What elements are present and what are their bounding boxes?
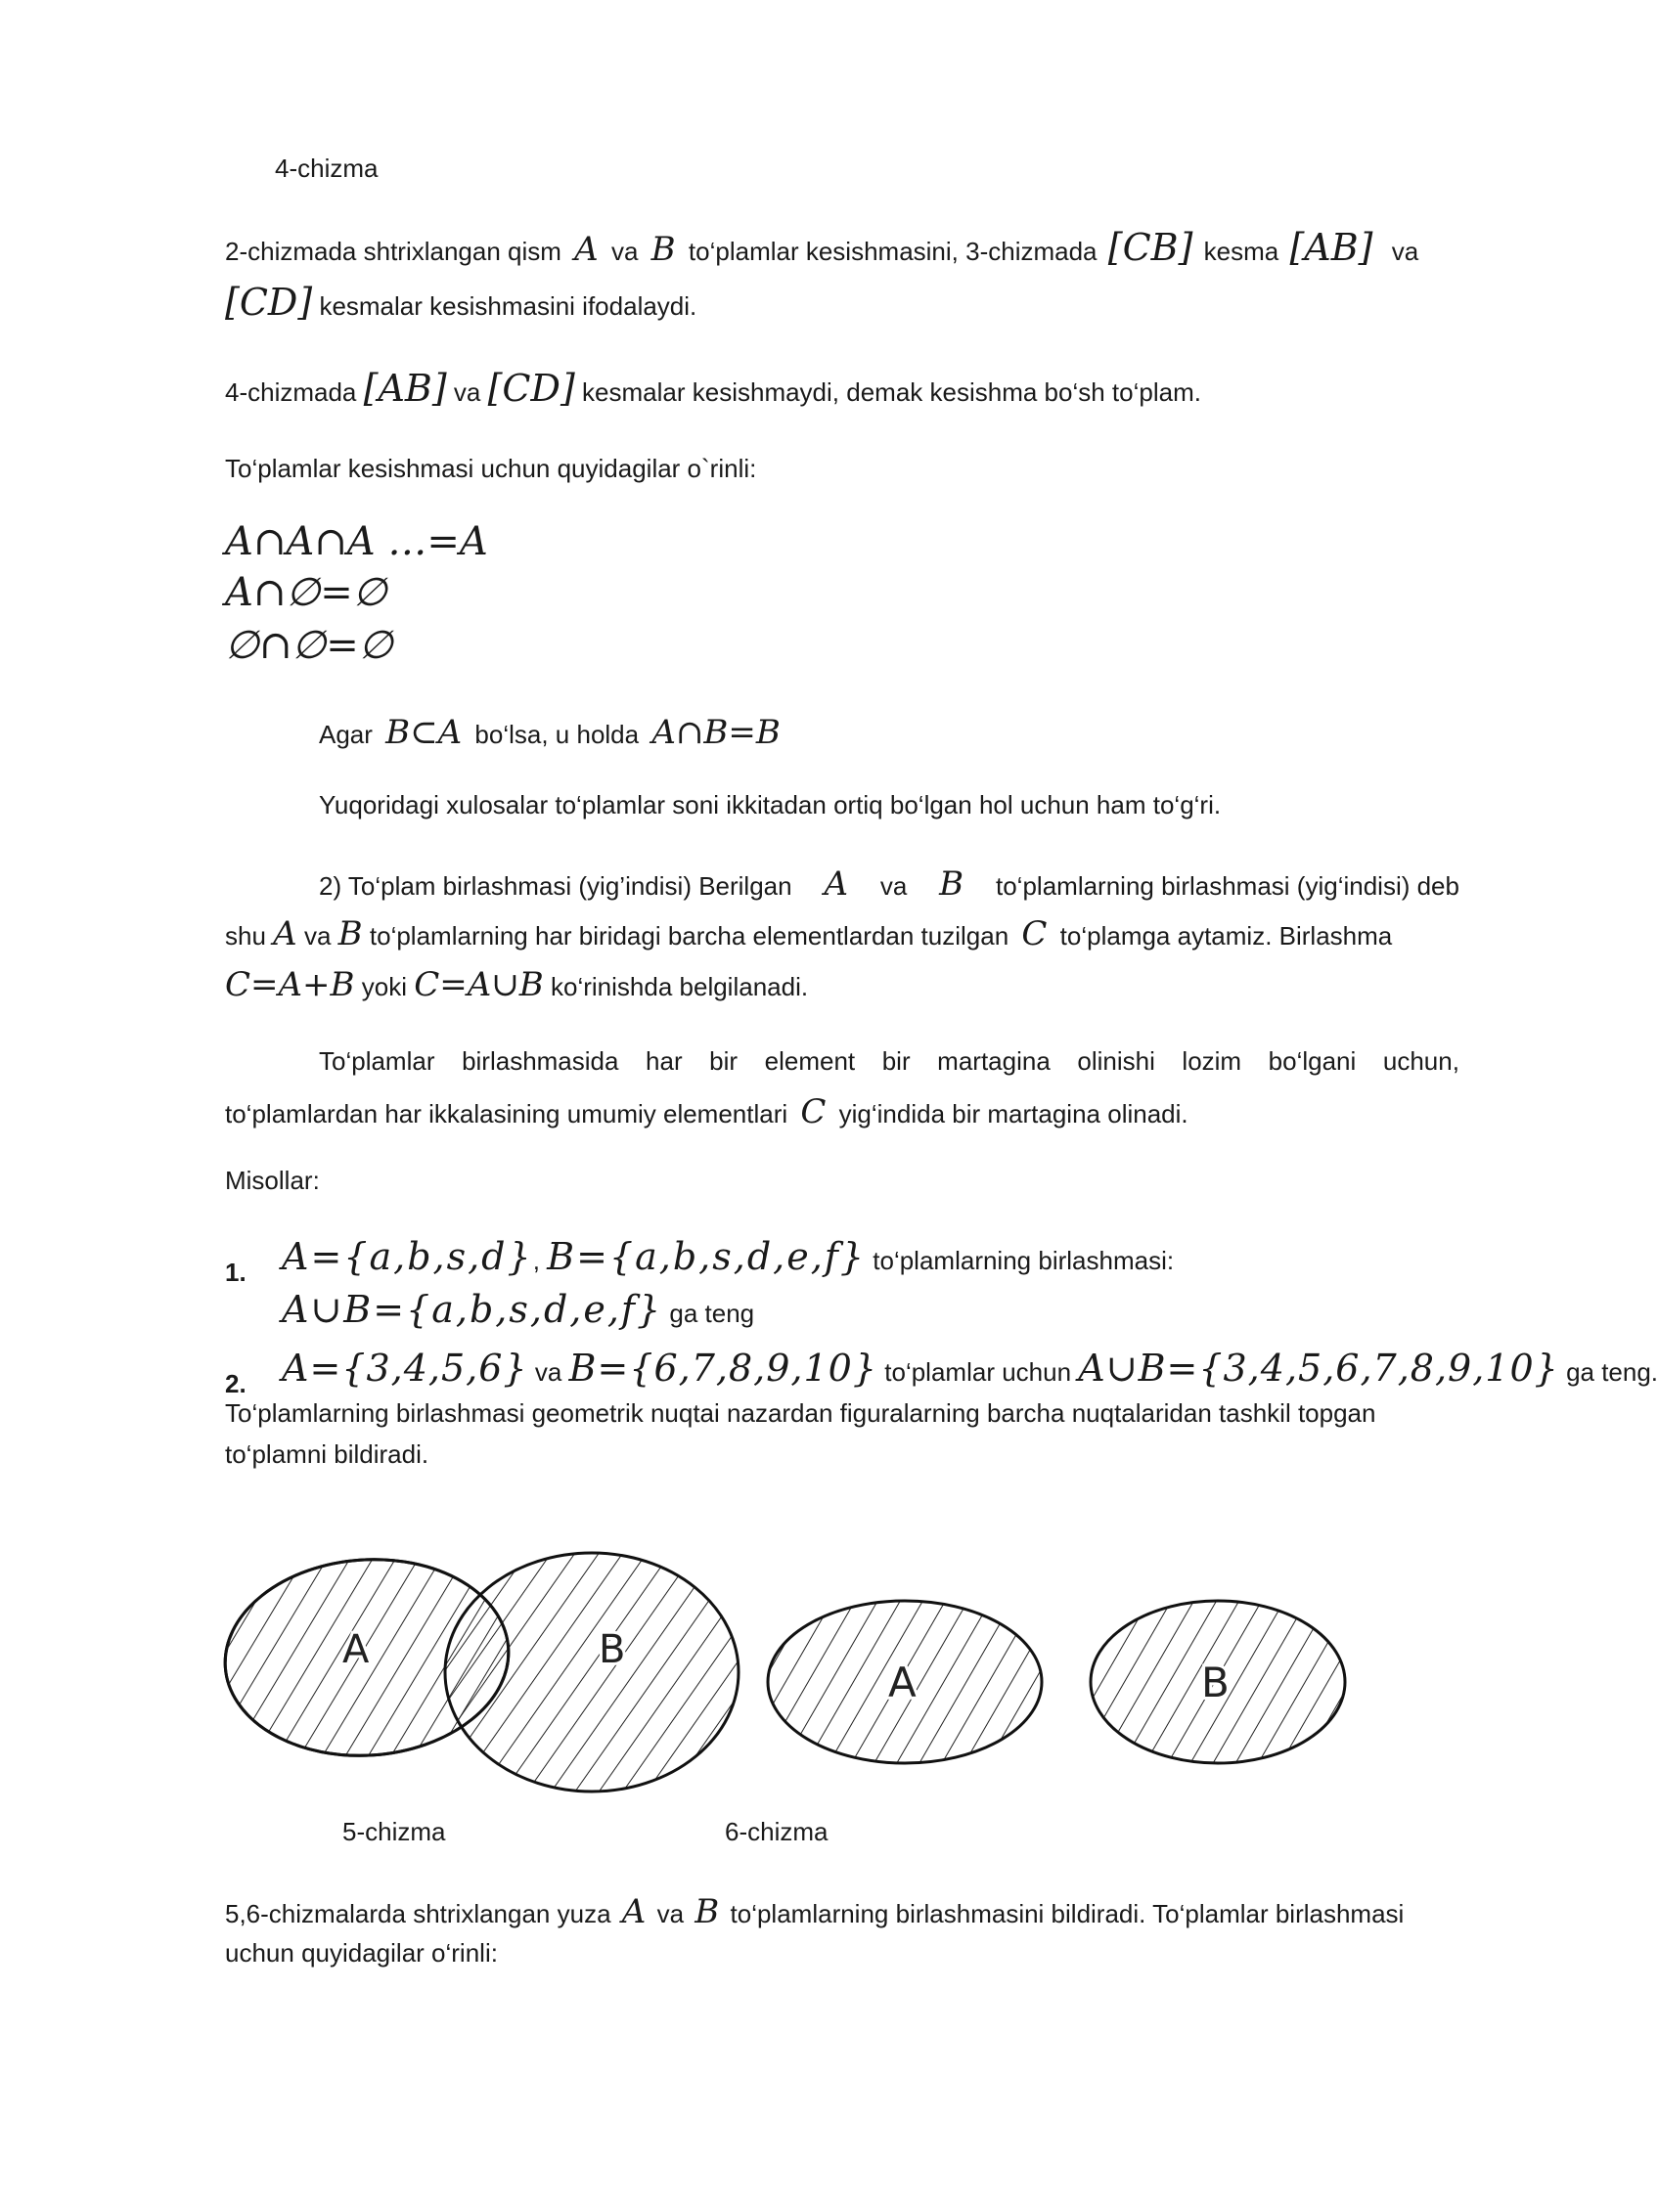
segment-CD: [CD] bbox=[487, 367, 575, 410]
text: Agar bbox=[319, 720, 373, 749]
paragraph-geometric-union-line2: to‘plamni bildiradi. bbox=[225, 1439, 429, 1469]
set-C: C bbox=[800, 1092, 827, 1131]
text: ga teng bbox=[669, 1299, 755, 1328]
text: lozim bbox=[1182, 1046, 1242, 1076]
text: bir bbox=[881, 1046, 911, 1076]
segment-AB: [AB] bbox=[1289, 226, 1373, 269]
paragraph-union-definition-line2 bbox=[225, 914, 1393, 953]
text: bo‘lsa, u holda bbox=[474, 720, 640, 749]
text: ga teng. bbox=[1566, 1357, 1658, 1387]
text: to‘plamga aytamiz. Birlashma bbox=[1059, 921, 1393, 951]
figure-5-6-venn bbox=[0, 1555, 1565, 1848]
paragraph-union-note-line2 bbox=[225, 1092, 1188, 1131]
figure-5 bbox=[218, 1550, 739, 1792]
segment-CD: [CD] bbox=[225, 281, 313, 324]
text: element bbox=[764, 1046, 856, 1076]
paragraph-union-definition-line3 bbox=[225, 965, 809, 1004]
formula-intersection: A∩B=B bbox=[651, 713, 781, 752]
paragraph-intersection-rules-intro: To‘plamlar kesishmasi uchun quyidagilar o`rinli: bbox=[225, 454, 757, 483]
figure-6-label-B: B bbox=[1201, 1659, 1230, 1706]
text: 2-chizmada shtrixlangan qism bbox=[225, 237, 561, 266]
text: olinishi bbox=[1077, 1046, 1155, 1076]
example-number-2: 2. bbox=[225, 1369, 246, 1398]
text: to‘plamlar kesishmasini, 3-chizmada bbox=[688, 237, 1098, 266]
formula-set-A: A={3,4,5,6} bbox=[282, 1347, 528, 1390]
text: va bbox=[610, 237, 639, 266]
paragraph-union-definition-line1 bbox=[225, 864, 1459, 904]
text: kesmalar kesishmasini ifodalaydi. bbox=[319, 291, 697, 321]
text: va bbox=[656, 1899, 685, 1928]
example-number-1: 1. bbox=[225, 1258, 246, 1287]
text: kesma bbox=[1203, 237, 1279, 266]
formula-union-plus: C=A+B bbox=[225, 965, 355, 1004]
text: yig‘indida bir martagina olinadi. bbox=[838, 1099, 1188, 1128]
paragraph-subset-rule bbox=[319, 713, 781, 752]
paragraph-union-note-line1 bbox=[225, 1046, 1459, 1077]
text: ko‘rinishda belgilanadi. bbox=[551, 972, 809, 1001]
text: va bbox=[303, 921, 332, 951]
formula-1: A∩A∩A …=A bbox=[225, 519, 488, 564]
figure-caption-5: 5-chizma bbox=[342, 1817, 446, 1846]
paragraph-empty-intersection bbox=[225, 367, 1201, 410]
text: kesmalar kesishmaydi, demak kesishma bo‘sh to‘plam. bbox=[582, 377, 1201, 407]
figure-caption-4: 4-chizma bbox=[275, 154, 379, 183]
example-1-line2 bbox=[282, 1287, 754, 1336]
figure-5-label-B: B bbox=[599, 1627, 626, 1672]
text: to‘plamlarning birlashmasini bildiradi. To‘plamlar birlashmasi bbox=[730, 1899, 1405, 1928]
text: yoki bbox=[361, 972, 408, 1001]
figure-caption-6: 6-chizma bbox=[725, 1817, 829, 1846]
example-1-line1 bbox=[282, 1234, 1174, 1283]
text: to‘plamlarning har biridagi barcha elementlardan tuzilgan bbox=[369, 921, 1009, 951]
set-A: A bbox=[621, 1892, 647, 1931]
text: bir bbox=[709, 1046, 739, 1076]
set-B: B bbox=[695, 1892, 720, 1931]
text: har bbox=[646, 1046, 683, 1076]
text: birlashmasida bbox=[462, 1046, 619, 1076]
segment-CB: [CB] bbox=[1107, 226, 1193, 269]
formula-union: A∪B={3,4,5,6,7,8,9,10} bbox=[1078, 1347, 1559, 1390]
text: va bbox=[453, 377, 481, 407]
text: 2) To‘plam birlashmasi (yig’indisi) Berilgan bbox=[319, 871, 792, 901]
paragraph-conclusion: Yuqoridagi xulosalar to‘plamlar soni ikkitadan ortiq bo‘lgan hol uchun ham to‘g‘ri. bbox=[319, 790, 1222, 819]
formula-set-B: B={a,b,s,d,e,f} bbox=[547, 1235, 867, 1278]
paragraph-union-rules-intro-line2: uchun quyidagilar o‘rinli: bbox=[225, 1938, 498, 1968]
text: va bbox=[1391, 237, 1419, 266]
set-C: C bbox=[1021, 914, 1048, 953]
paragraph-intersection-figures-line2 bbox=[225, 281, 697, 324]
paragraph-union-rules-intro-line1 bbox=[225, 1892, 1405, 1931]
segment-AB: [AB] bbox=[363, 367, 447, 410]
text: , bbox=[532, 1246, 540, 1275]
set-B: B bbox=[939, 864, 964, 904]
text: to‘plamlardan har ikkalasining umumiy elementlari bbox=[225, 1099, 788, 1128]
formula-3: ∅∩∅=∅ bbox=[225, 623, 393, 668]
set-A: A bbox=[574, 230, 599, 269]
figure-6 bbox=[768, 1601, 1345, 1763]
formula-union-cup: C=A∪B bbox=[414, 965, 544, 1004]
formula-subset: B⊂A bbox=[385, 713, 463, 752]
set-B: B bbox=[650, 230, 676, 269]
paragraph-intersection-figures bbox=[225, 226, 1419, 269]
text: martagina bbox=[937, 1046, 1051, 1076]
text: uchun, bbox=[1382, 1046, 1459, 1076]
text: To‘plamlar bbox=[319, 1046, 435, 1076]
formula-union: A∪B={a,b,s,d,e,f} bbox=[282, 1288, 663, 1331]
text: 5,6-chizmalarda shtrixlangan yuza bbox=[225, 1899, 611, 1928]
text: shu bbox=[225, 921, 266, 951]
text: va bbox=[534, 1357, 562, 1387]
text: bo‘lgani bbox=[1268, 1046, 1357, 1076]
formula-set-A: A={a,b,s,d} bbox=[282, 1235, 533, 1278]
text: to‘plamlar uchun bbox=[884, 1357, 1072, 1387]
paragraph-geometric-union-line1: To‘plamlarning birlashmasi geometrik nuqtai nazardan figuralarning barcha nuqtalaridan tashkil topgan bbox=[225, 1398, 1376, 1428]
figure-6-label-A: A bbox=[888, 1659, 917, 1706]
set-B: B bbox=[337, 914, 363, 953]
set-A: A bbox=[273, 914, 297, 953]
examples-heading: Misollar: bbox=[225, 1166, 320, 1195]
text: to‘plamlarning birlashmasi (yig‘indisi) deb bbox=[996, 871, 1459, 901]
set-A: A bbox=[824, 864, 848, 904]
formula-2: A∩∅=∅ bbox=[225, 570, 387, 615]
figure-5-label-A: A bbox=[342, 1627, 370, 1672]
example-2-line bbox=[282, 1346, 1658, 1394]
text: 4-chizmada bbox=[225, 377, 357, 407]
text: va bbox=[879, 871, 908, 901]
formula-set-B: B={6,7,8,9,10} bbox=[568, 1347, 878, 1390]
text: to‘plamlarning birlashmasi: bbox=[873, 1246, 1175, 1275]
